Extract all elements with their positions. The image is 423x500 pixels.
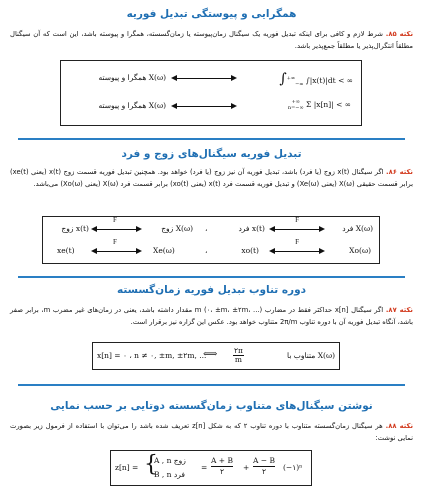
alternating-term: (−۱)ⁿ — [283, 463, 303, 472]
f-label: F — [295, 238, 299, 246]
r2b-left: xe(t) — [57, 246, 75, 255]
arrowhead — [136, 226, 142, 232]
arrow-r2b — [95, 251, 139, 252]
iff-arrow: ⟺ — [203, 349, 218, 360]
note-label: نکته ۸۶. — [386, 168, 413, 176]
row2-lower: n=−∞ — [287, 105, 304, 111]
row1-arrow — [176, 78, 231, 79]
arrowhead — [269, 226, 275, 232]
r2a-left: xo(t) — [241, 246, 259, 255]
row2-arrowhead-left — [171, 103, 177, 109]
row1-lower: −∞ — [295, 81, 304, 88]
row2-arrowhead-right — [231, 103, 237, 109]
section-title-dtft-period: دوره تناوب تبدیل فوریه زمان‌گسسته — [116, 284, 307, 296]
plus: + — [243, 463, 250, 472]
frac-den: ۲ — [261, 467, 266, 476]
note-87 — [10, 304, 413, 328]
f-label: F — [113, 238, 117, 246]
f-label: F — [113, 216, 117, 224]
frac-den: m — [234, 355, 243, 364]
note-85 — [10, 28, 413, 52]
frac-diff — [253, 456, 275, 477]
row2-lhs: X(ω) همگرا و پیوسته — [98, 101, 166, 110]
case-even: A , n زوج — [154, 456, 186, 465]
row1-rhs-text: ∫|x(t)|dt < ∞ — [305, 76, 353, 85]
formula-box-period — [92, 342, 340, 370]
arrow-r1b — [95, 229, 139, 230]
separator: ، — [205, 246, 208, 255]
note-label: نکته ۸۵. — [385, 30, 413, 38]
arrowhead — [91, 248, 97, 254]
frac-num: A + B — [211, 456, 233, 465]
r1b-left: x(t) زوج — [61, 224, 89, 233]
period-fraction — [233, 347, 244, 364]
note-text: شرط لازم و کافی برای اینکه تبدیل فوریه یک سیگنال زمان‌پیوسته یا زمان‌گسسته، همگرا و پیوسته باشد، این است که آن سیگنال مطلقاً انتگرال‌پذیر یا مطلقاً جمع‌پذیر باشد. — [10, 30, 413, 50]
section-divider — [18, 276, 405, 278]
note-88 — [10, 420, 413, 444]
equals: = — [201, 463, 208, 472]
frac-sum — [211, 456, 233, 477]
row1-rhs: $\int^{+\infty}_{-\infty}$ ∫|x(t)|dt < ∞ — [279, 71, 353, 88]
row1-upper: +∞ — [286, 75, 296, 82]
row2-arrow — [176, 106, 231, 107]
frac-den: ۲ — [219, 467, 224, 476]
section-divider — [18, 384, 405, 386]
r1a-left: x(t) فرد — [238, 224, 265, 233]
r2b-right: Xe(ω) — [153, 246, 175, 255]
z-lhs: z[n] = — [115, 463, 139, 472]
box-lhs: x[n] = ۰ ، n ≠ ۰, ±m, ±۲m, ... — [97, 351, 207, 360]
section-title-convergence: همگرایی و پیوستگی تبدیل فوریه — [126, 8, 297, 20]
formula-box-exponential — [110, 450, 312, 486]
row1-arrowhead-right — [231, 75, 237, 81]
note-text: اگر سیگنال x(t) زوج (یا فرد) باشد، تبدیل فوریه آن نیز زوج (یا فرد) خواهد بود. همچنین تبدیل فوریه قسمت زوج x(t) (یعنی xe(t)) برابر قسمت حقیقی X(ω) (یعنی Xe(ω)) و تبدیل فوریه قسمت فرد x(t) (یعنی xo(t)) برابر قسمت فرد X(ω) (یعنی Xo(ω)) می‌باشد. — [10, 168, 413, 188]
row2-upper: +∞ — [291, 99, 300, 105]
note-text: اگر سیگنال x[n] حداکثر فقط در مضارب m (۰، ±m، ±۲m، ...) مقدار داشته باشد، یعنی در زمان‌های غیر مضرب m، برابر صفر باشد، آنگاه تبدیل فوریه آن با دوره تناوب 2π/m متناوب خواهد بود. عکس این گزاره نیز برقرار است. — [10, 306, 413, 326]
section-title-even-odd: تبدیل فوریه سیگنال‌های زوج و فرد — [121, 148, 302, 160]
formula-box-convergence — [60, 60, 362, 126]
row1-lhs: X(ω) همگرا و پیوسته — [98, 73, 166, 82]
arrow-r2a — [271, 251, 321, 252]
r2a-right: Xo(ω) — [349, 246, 371, 255]
arrowhead — [91, 226, 97, 232]
row2-rhs — [288, 99, 351, 111]
formula-box-even-odd — [42, 216, 380, 264]
frac-num: ۲π — [234, 346, 243, 355]
row1-arrowhead-left — [171, 75, 177, 81]
separator: ، — [205, 224, 208, 233]
section-divider — [18, 138, 405, 140]
r1a-right: X(ω) فرد — [342, 224, 373, 233]
box-rhs: X(ω) متناوب با — [287, 351, 335, 360]
row2-rhs-text: Σ |x[n]| < ∞ — [306, 100, 351, 109]
note-label: نکته ۸۷. — [385, 306, 413, 314]
arrowhead — [269, 248, 275, 254]
section-title-binary-exp: نوشتن سیگنال‌های متناوب زمان‌گسسته دوتایی بر حسب نمایی — [50, 400, 373, 412]
note-label: نکته ۸۸. — [385, 422, 414, 430]
case-odd: B , n فرد — [154, 470, 185, 479]
note-text: هر سیگنال زمان‌گسسته متناوب با دوره تناوب ۲ که به شکل z[n] تعریف شده باشد را می‌توان با استفاده از فرمول زیر بصورت نمایی نوشت: — [10, 422, 413, 442]
f-label: F — [295, 216, 299, 224]
frac-num: A − B — [253, 456, 275, 465]
arrow-r1a — [271, 229, 321, 230]
arrowhead — [319, 248, 325, 254]
arrowhead — [319, 226, 325, 232]
arrowhead — [136, 248, 142, 254]
cases-brace: { — [144, 452, 158, 477]
r1b-right: X(ω) زوج — [161, 224, 193, 233]
note-86 — [10, 166, 413, 190]
